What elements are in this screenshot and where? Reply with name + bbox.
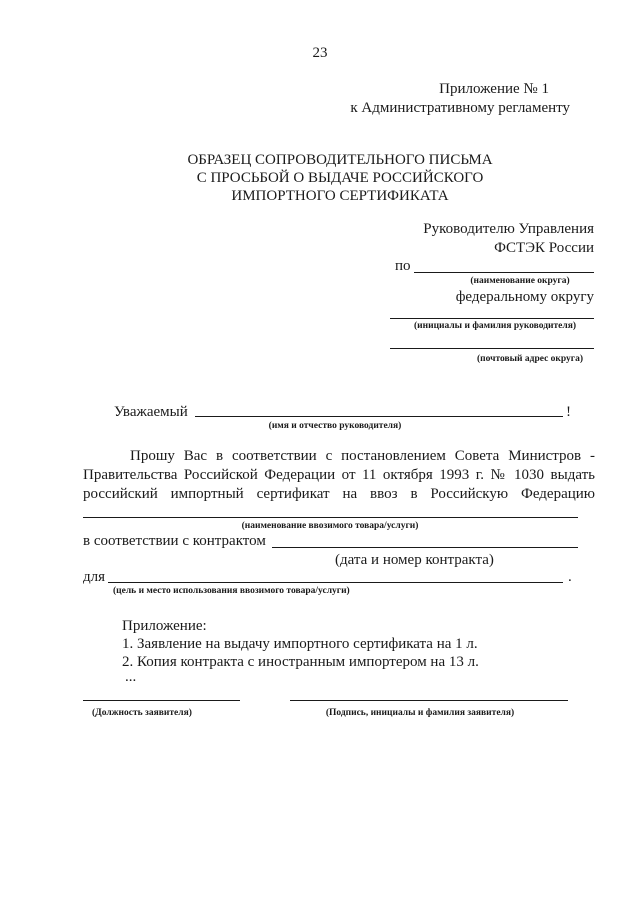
hint-greeting: (имя и отчество руководителя) xyxy=(268,421,402,431)
attachment-item: 1. Заявление на выдачу импортного сертификата на 1 л. xyxy=(122,636,478,652)
greeting-blank-line[interactable] xyxy=(195,416,563,417)
attachment-ellipsis: ... xyxy=(125,669,137,685)
hint-goods: (наименование ввозимого товара/услуги) xyxy=(241,521,419,531)
hint-purpose: (цель и место использования ввозимого товара/услуги) xyxy=(113,586,350,596)
body-line-3: российский импортный сертификат на ввоз в Российскую Федерацию xyxy=(83,486,595,502)
title-line-2: С ПРОСЬБОЙ О ВЫДАЧЕ РОССИЙСКОГО xyxy=(196,170,484,186)
hint-head: (инициалы и фамилия руководителя) xyxy=(413,321,577,331)
greeting-exclamation: ! xyxy=(566,404,571,420)
appendix-regulation: к Административному регламенту xyxy=(350,100,570,116)
for-label: для xyxy=(83,569,106,585)
contract-label: в соответствии с контрактом xyxy=(83,533,266,549)
hint-contract: (дата и номер контракта) xyxy=(335,552,494,568)
purpose-blank-line[interactable] xyxy=(108,582,563,583)
body-line-1: Прошу Вас в соответствии с постановлением Совета Министров - xyxy=(130,448,595,464)
position-blank-line[interactable] xyxy=(83,700,240,701)
hint-position: (Должность заявителя) xyxy=(92,708,192,718)
contract-blank-line[interactable] xyxy=(272,547,578,548)
addressee-line-2: ФСТЭК России xyxy=(494,240,594,256)
attachments-heading: Приложение: xyxy=(122,618,207,634)
goods-blank-line[interactable] xyxy=(83,517,578,518)
title-line-1: ОБРАЗЕЦ СОПРОВОДИТЕЛЬНОГО ПИСЬМА xyxy=(187,152,493,168)
address-blank-line[interactable] xyxy=(390,348,594,349)
purpose-period: . xyxy=(568,569,572,585)
addressee-federal: федеральному округу xyxy=(455,289,594,305)
greeting-word: Уважаемый xyxy=(114,404,188,420)
appendix-number: Приложение № 1 xyxy=(439,81,549,97)
page-number: 23 xyxy=(312,45,328,61)
signature-blank-line[interactable] xyxy=(290,700,568,701)
addressee-line-1: Руководителю Управления xyxy=(423,221,594,237)
hint-signature: (Подпись, инициалы и фамилия заявителя) xyxy=(325,708,515,718)
head-blank-line[interactable] xyxy=(390,318,594,319)
title-line-3: ИМПОРТНОГО СЕРТИФИКАТА xyxy=(231,188,449,204)
attachment-item: 2. Копия контракта с иностранным импортером на 13 л. xyxy=(122,654,479,670)
hint-okrug: (наименование округа) xyxy=(470,276,570,286)
addressee-po: по xyxy=(395,258,411,274)
body-line-2: Правительства Российской Федерации от 11 октября 1993 г. № 1030 выдать xyxy=(83,467,595,483)
okrug-blank-line[interactable] xyxy=(414,272,594,273)
hint-address: (почтовый адрес округа) xyxy=(476,354,584,364)
